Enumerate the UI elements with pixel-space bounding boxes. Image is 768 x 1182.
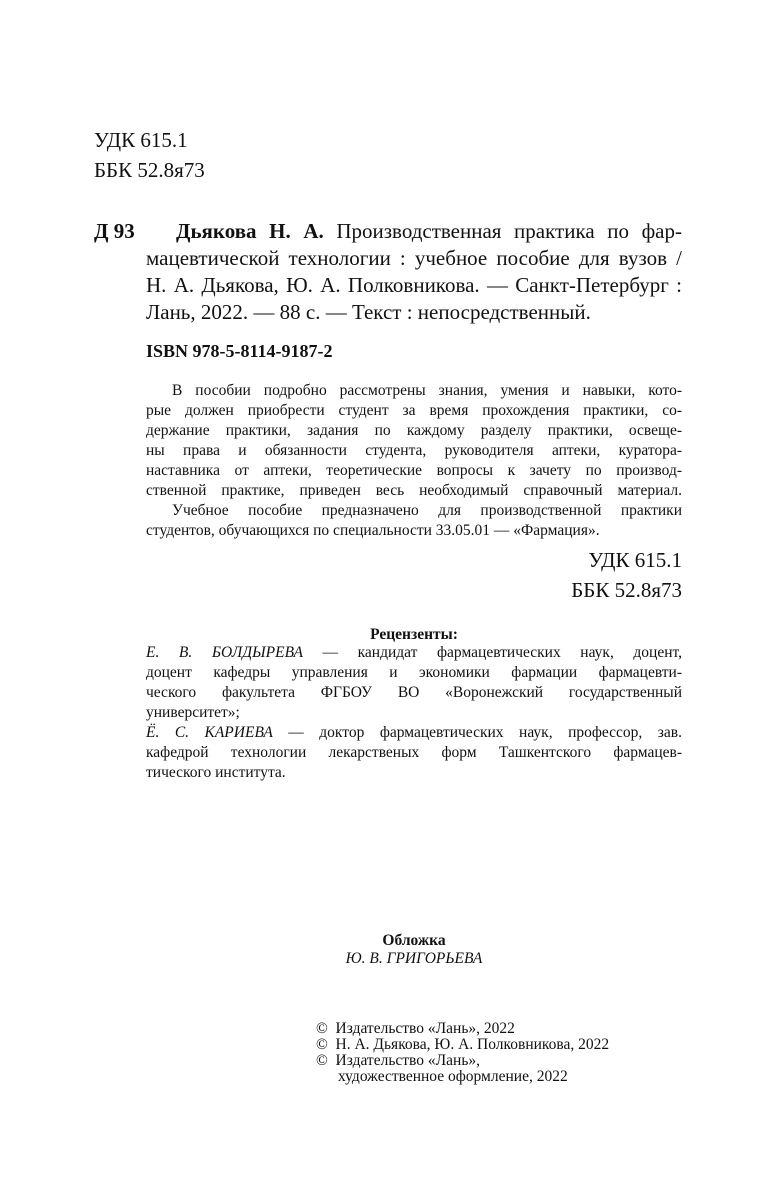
citation-line-1 — [176, 217, 682, 245]
citation-line-3: Н. А. Дьякова, Ю. А. Полковникова. — Санкт-Петербург : — [146, 273, 682, 297]
copyright-3-line-2: художественное оформление, 2022 — [338, 1068, 568, 1085]
abstract-line-6: ственной практике, приведен весь необходимый справочный материал. — [146, 482, 682, 499]
isbn: ISBN 978-5-8114-9187-2 — [146, 341, 333, 361]
abstract-line-7: Учебное пособие предназначено для производственной практики — [172, 502, 682, 519]
cover-designer: Ю. В. ГРИГОРЬЕВА — [345, 950, 483, 967]
author-sign: Д 93 — [94, 219, 135, 243]
citation-title-start: Производственная практика по фар- — [336, 219, 683, 243]
abstract-line-1: В пособии подробно рассмотрены знания, умения и навыки, кото- — [172, 382, 682, 399]
copyright-icon: © — [316, 1036, 328, 1053]
abstract-line-4: ны права и обязанности студента, руководителя аптеки, куратора- — [146, 442, 682, 459]
copyright-3-text: Издательство «Лань», — [335, 1052, 481, 1069]
abstract-line-2: рые должен приобрести студент за время прохождения практики, со- — [146, 402, 682, 419]
reviewer-1-line-2: доцент кафедры управления и экономики фармации фармацевти- — [146, 664, 682, 681]
copyright-1-text: Издательство «Лань», 2022 — [335, 1020, 515, 1037]
reviewer-2-line-1 — [146, 723, 682, 743]
reviewer-1-line-4: университет»; — [146, 704, 240, 721]
copyright-icon: © — [316, 1020, 328, 1037]
citation-line-2: мацевтической технологии : учебное пособие для вузов / — [146, 246, 682, 270]
reviewer-1-credentials: — кандидат фармацевтических наук, доцент, — [302, 644, 683, 661]
citation-author: Дьякова Н. А. — [176, 219, 324, 243]
cover-heading: Обложка — [382, 932, 446, 949]
reviewers-heading: Рецензенты: — [370, 626, 458, 643]
reviewer-2-credentials: — доктор фармацевтических наук, профессор, зав. — [272, 724, 682, 741]
abstract-line-3: держание практики, задания по каждому разделу практики, освеще- — [146, 422, 682, 439]
udk-code-top: УДК 615.1 — [94, 128, 188, 152]
bbk-code-bottom: ББК 52.8я73 — [571, 578, 682, 602]
copyright-icon: © — [316, 1052, 328, 1069]
reviewer-2-line-2: кафедрой технологии лекарственых форм Ташкентского фармацев- — [146, 744, 682, 761]
reviewer-1-line-1 — [146, 643, 682, 663]
bbk-code-top: ББК 52.8я73 — [94, 158, 205, 182]
reviewer-2-name: Ё. С. КАРИЕВА — [146, 724, 273, 741]
reviewer-1-line-3: ческого факультета ФГБОУ ВО «Воронежский государственный — [146, 684, 682, 701]
reviewer-2-line-3: тического института. — [146, 764, 286, 781]
citation-line-4: Лань, 2022. — 88 с. — Текст : непосредственный. — [146, 300, 591, 324]
reviewer-1-name: Е. В. БОЛДЫРЕВА — [146, 644, 303, 661]
abstract-line-5: наставника от аптеки, теоретические вопросы к зачету по производ- — [146, 462, 682, 479]
copyright-2-text: Н. А. Дьякова, Ю. А. Полковникова, 2022 — [335, 1036, 610, 1053]
abstract-line-8: студентов, обучающихся по специальности 33.05.01 — «Фармация». — [146, 522, 600, 539]
udk-code-bottom: УДК 615.1 — [588, 548, 682, 572]
